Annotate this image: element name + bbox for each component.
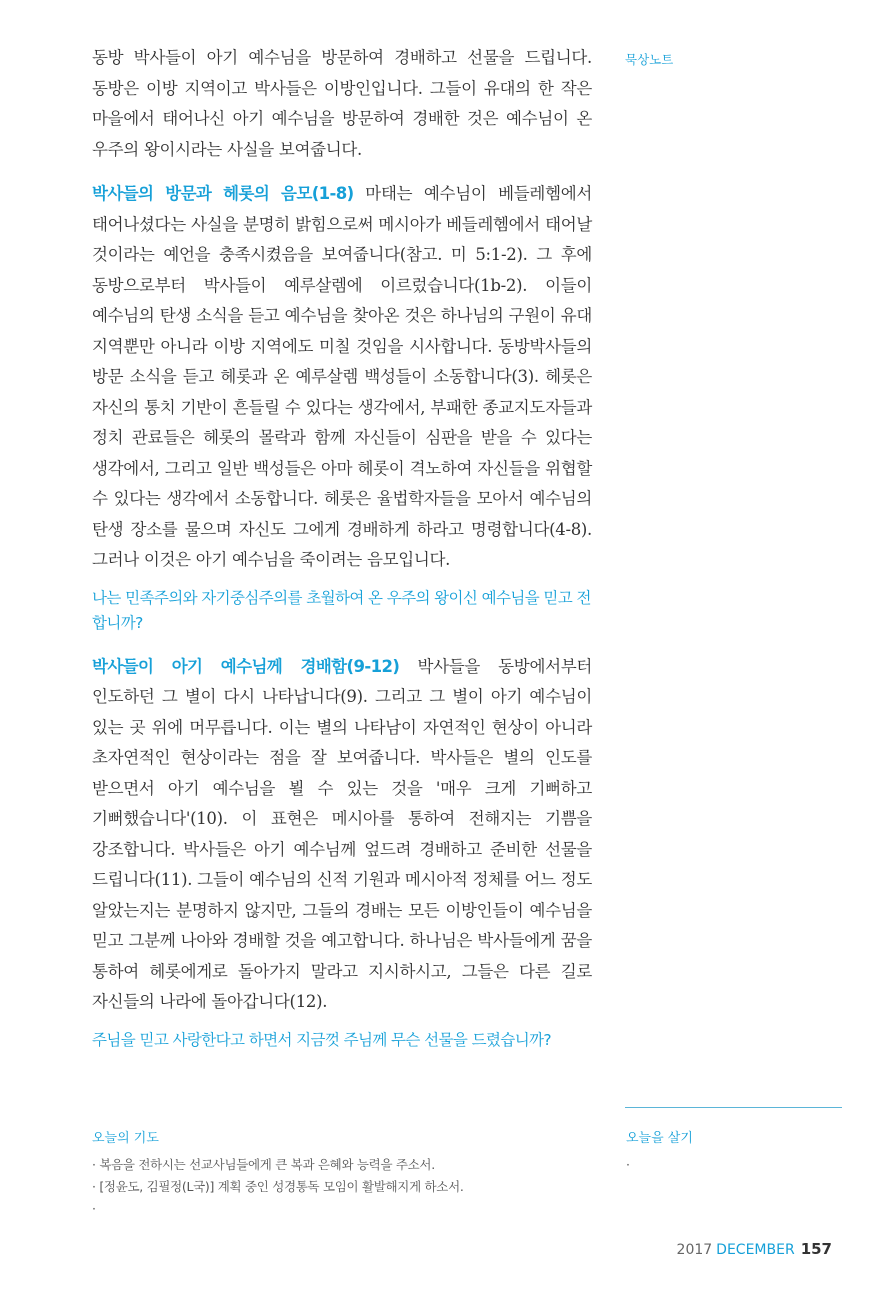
section-body-1: 마태는 예수님이 베들레헴에서 태어나셨다는 사실을 분명히 밝힘으로써 메시아가 베들레헴에서 태어날 것이라는 예언을 충족시켰음을 보여줍니다(참고. 미 5:1-2). 그 후에 동방으로부터 박사들이 예루살렘에 이르렀습니다(1b-2). 이들이 예수님의 탄생 소식을 듣고 예수님을 찾아온 것은 하나님의 구원이 유대 지역뿐만 아니라 이방 지역에도 미칠 것임을 시사합니다. 동방박사들의 방문 소식을 듣고 헤롯과 온 예루살렘 백성들이 소동합니다(3). 헤롯은 자신의 통치 기반이 흔들릴 수 있다는 생각에서, 부패한 종교지도자들과 정치 관료들은 헤롯의 몰락과 함께 자신들이 심판을 받을 수 있다는 생각에서, 그리고 일반 백성들은 아마 헤롯이 격노하여 자신들을 위협할 수 있다는 생각에서 소동합니다. 헤롯은 율법학자들을 모아서 예수님의 탄생 장소를 물으며 자신도 그에게 경배하게 하라고 명령합니다(4-8). 그러나 이것은 아기 예수님을 죽이려는 음모입니다. bbox=[92, 184, 592, 569]
main-text bbox=[92, 43, 592, 1069]
section-body-2: 박사들을 동방에서부터 인도하던 그 별이 다시 나타납니다(9). 그리고 그 별이 아기 예수님이 있는 곳 위에 머무릅니다. 이는 별의 나타남이 자연적인 현상이 아니라 초자연적인 현상이라는 점을 잘 보여줍니다. 박사들은 별의 인도를 받으면서 아기 예수님을 뵐 수 있는 것을 '매우 크게 기뻐하고 기뻐했습니다'(10). 이 표현은 메시아를 통하여 전해지는 기쁨을 강조합니다. 박사들은 아기 예수님께 엎드려 경배하고 준비한 선물을 드립니다(11). 그들이 예수님의 신적 기원과 메시아적 정체를 어느 정도 알았는지는 분명하지 않지만, 그들의 경배는 모든 이방인들이 예수님을 믿고 그분께 나아와 경배할 것을 예고합니다. 하나님은 박사들에게 꿈을 통하여 헤롯에게로 돌아가지 말라고 지시하시고, 그들은 다른 길로 자신들의 나라에 돌아갑니다(12). bbox=[92, 656, 592, 1011]
page-number: 157 bbox=[800, 1240, 832, 1258]
todays-living bbox=[626, 1127, 693, 1176]
section-heading-1: 박사들의 방문과 헤롯의 음모(1-8) bbox=[92, 184, 354, 203]
prayer-item: · [정윤도, 김필정(L국)] 계획 중인 성경통독 모임이 활발해지게 하소서. bbox=[92, 1179, 464, 1194]
page-footer bbox=[677, 1240, 832, 1258]
reflection-question-1: 나는 민족주의와 자기중심주의를 초월하여 온 우주의 왕이신 예수님을 믿고 전합니까? bbox=[92, 588, 591, 632]
section-heading-2: 박사들이 아기 예수님께 경배함(9-12) bbox=[92, 656, 400, 676]
footer-month: DECEMBER bbox=[716, 1242, 795, 1258]
prayer-title: 오늘의 기도 bbox=[92, 1131, 159, 1146]
intro-paragraph: 동방 박사들이 아기 예수님을 방문하여 경배하고 선물을 드립니다. 동방은 이방 지역이고 박사들은 이방인입니다. 그들이 유대의 한 작은 마을에서 태어나신 아기 예수님을 방문하여 경배한 것은 예수님이 온 우주의 왕이시라는 사실을 보여줍니다. bbox=[92, 48, 592, 159]
section-paragraph-2 bbox=[92, 652, 592, 1018]
divider-line bbox=[625, 1107, 842, 1108]
living-title: 오늘을 살기 bbox=[626, 1131, 693, 1146]
section-paragraph-1 bbox=[92, 179, 592, 576]
reflection-question-2: 주님을 믿고 사랑한다고 하면서 지금껏 주님께 무슨 선물을 드렸습니까? bbox=[92, 1030, 552, 1049]
prayer-item: · bbox=[92, 1201, 96, 1216]
living-bullet: · bbox=[626, 1157, 630, 1172]
prayer-item: · 복음을 전하시는 선교사님들에게 큰 복과 은혜와 능력을 주소서. bbox=[92, 1157, 435, 1172]
meditation-note-title: 묵상노트 bbox=[625, 52, 674, 67]
footer-year: 2017 bbox=[676, 1242, 713, 1258]
todays-prayer bbox=[92, 1127, 592, 1220]
